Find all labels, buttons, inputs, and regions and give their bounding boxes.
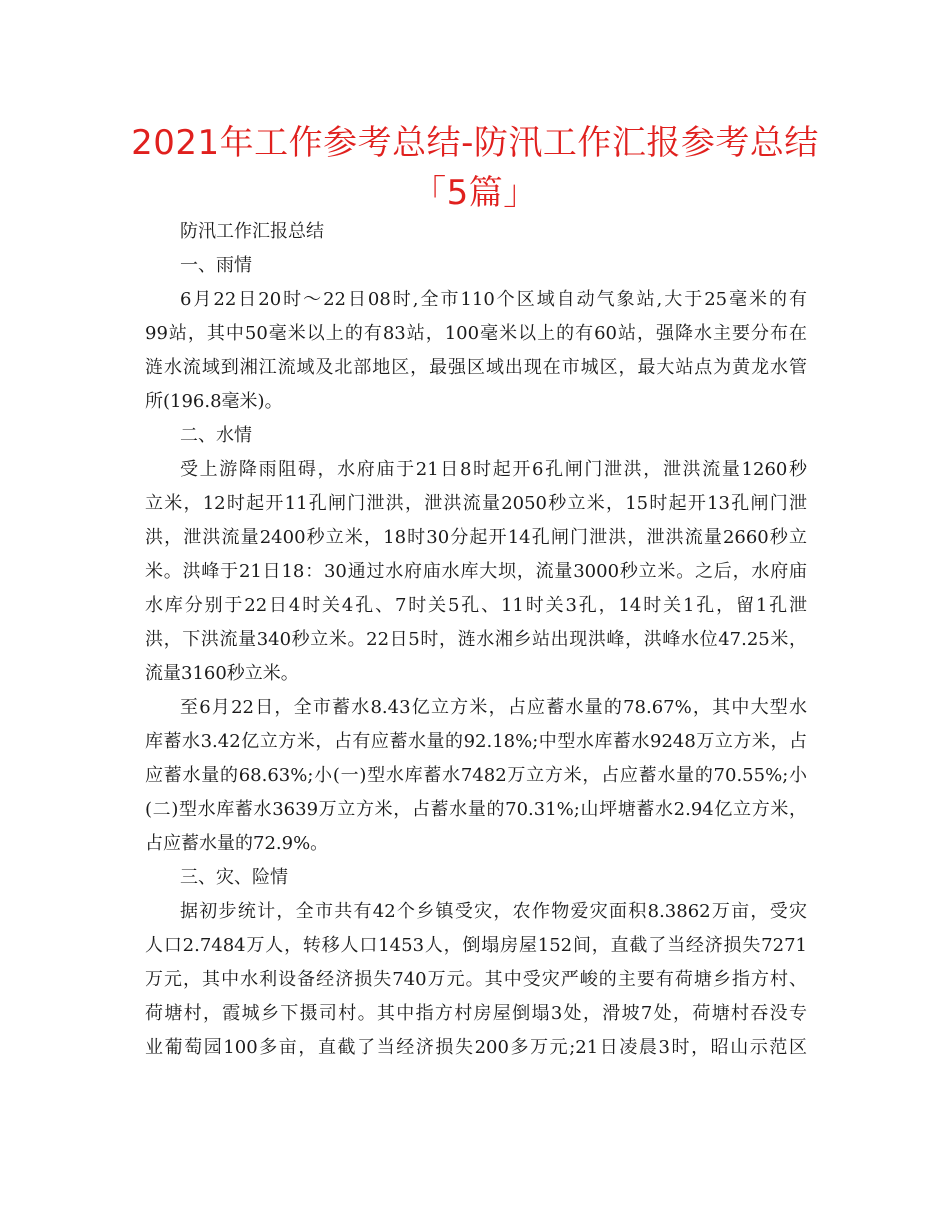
paragraph-line: (二)型水库蓄水3639万立方米，占蓄水量的70.31%;山坪塘蓄水2.94亿立方米， <box>145 799 807 820</box>
title-line-1: 2021年工作参考总结-防汛工作汇报参考总结 <box>131 123 819 163</box>
subtitle: 防汛工作汇报总结 <box>180 221 324 242</box>
paragraph-rain <box>145 283 807 419</box>
paragraph-line: 至6月22日，全市蓄水8.43亿立方米，占应蓄水量的78.67%，其中大型水 <box>180 697 807 718</box>
paragraph-line: 所(196.8毫米)。 <box>145 391 283 412</box>
title-line-2: 「5篇」 <box>412 173 538 213</box>
paragraph-line: 万元，其中水利设备经济损失740万元。其中受灾严峻的主要有荷塘乡指方村、 <box>145 969 807 990</box>
paragraph-line: 洪，泄洪流量2400秒立米，18时30分起开14孔闸门泄洪，泄洪流量2660秒立 <box>145 527 807 548</box>
paragraph-line: 据初步统计，全市共有42个乡镇受灾，农作物爱灾面积8.3862万亩，受灾 <box>180 901 807 922</box>
paragraph-water-flood <box>145 453 807 691</box>
document-body <box>145 215 807 1065</box>
section-heading-water: 二、水情 <box>180 425 252 446</box>
paragraph-line: 占应蓄水量的72.9%。 <box>145 833 329 854</box>
paragraph-line: 涟水流域到湘江流域及北部地区，最强区域出现在市城区，最大站点为黄龙水管 <box>145 357 807 378</box>
paragraph-line: 米。洪峰于21日18：30通过水府庙水库大坝，流量3000秒立米。之后，水府庙 <box>145 561 807 582</box>
paragraph-line: 99站，其中50毫米以上的有83站，100毫米以上的有60站，强降水主要分布在 <box>145 323 807 344</box>
paragraph-line: 流量3160秒立米。 <box>145 663 299 684</box>
section-heading-disaster: 三、灾、险情 <box>180 867 288 888</box>
paragraph-line: 6月22日20时～22日08时,全市110个区域自动气象站,大于25毫米的有 <box>180 289 807 310</box>
section-heading-rain: 一、雨情 <box>180 255 252 276</box>
paragraph-line: 人口2.7484万人，转移人口1453人，倒塌房屋152间，直截了当经济损失7271 <box>145 935 807 956</box>
paragraph-line: 立米，12时起开11孔闸门泄洪，泄洪流量2050秒立米，15时起开13孔闸门泄 <box>145 493 807 514</box>
paragraph-water-storage <box>145 691 807 861</box>
document-title <box>130 118 820 218</box>
paragraph-line: 水库分别于22日4时关4孔、7时关5孔、11时关3孔，14时关1孔，留1孔泄 <box>145 595 807 616</box>
paragraph-line: 荷塘村，霞城乡下摄司村。其中指方村房屋倒塌3处，滑坡7处，荷塘村吞没专 <box>145 1003 807 1024</box>
paragraph-line: 洪，下洪流量340秒立米。22日5时，涟水湘乡站出现洪峰，洪峰水位47.25米， <box>145 629 807 650</box>
paragraph-line: 库蓄水3.42亿立方米，占有应蓄水量的92.18%;中型水库蓄水9248万立方米，占 <box>145 731 807 752</box>
paragraph-disaster <box>145 895 807 1065</box>
paragraph-line: 业葡萄园100多亩，直截了当经济损失200多万元;21日凌晨3时，昭山示范区 <box>145 1037 807 1058</box>
paragraph-line: 受上游降雨阻碍，水府庙于21日8时起开6孔闸门泄洪，泄洪流量1260秒 <box>180 459 807 480</box>
paragraph-line: 应蓄水量的68.63%;小(一)型水库蓄水7482万立方米，占应蓄水量的70.55%;小 <box>145 765 807 786</box>
